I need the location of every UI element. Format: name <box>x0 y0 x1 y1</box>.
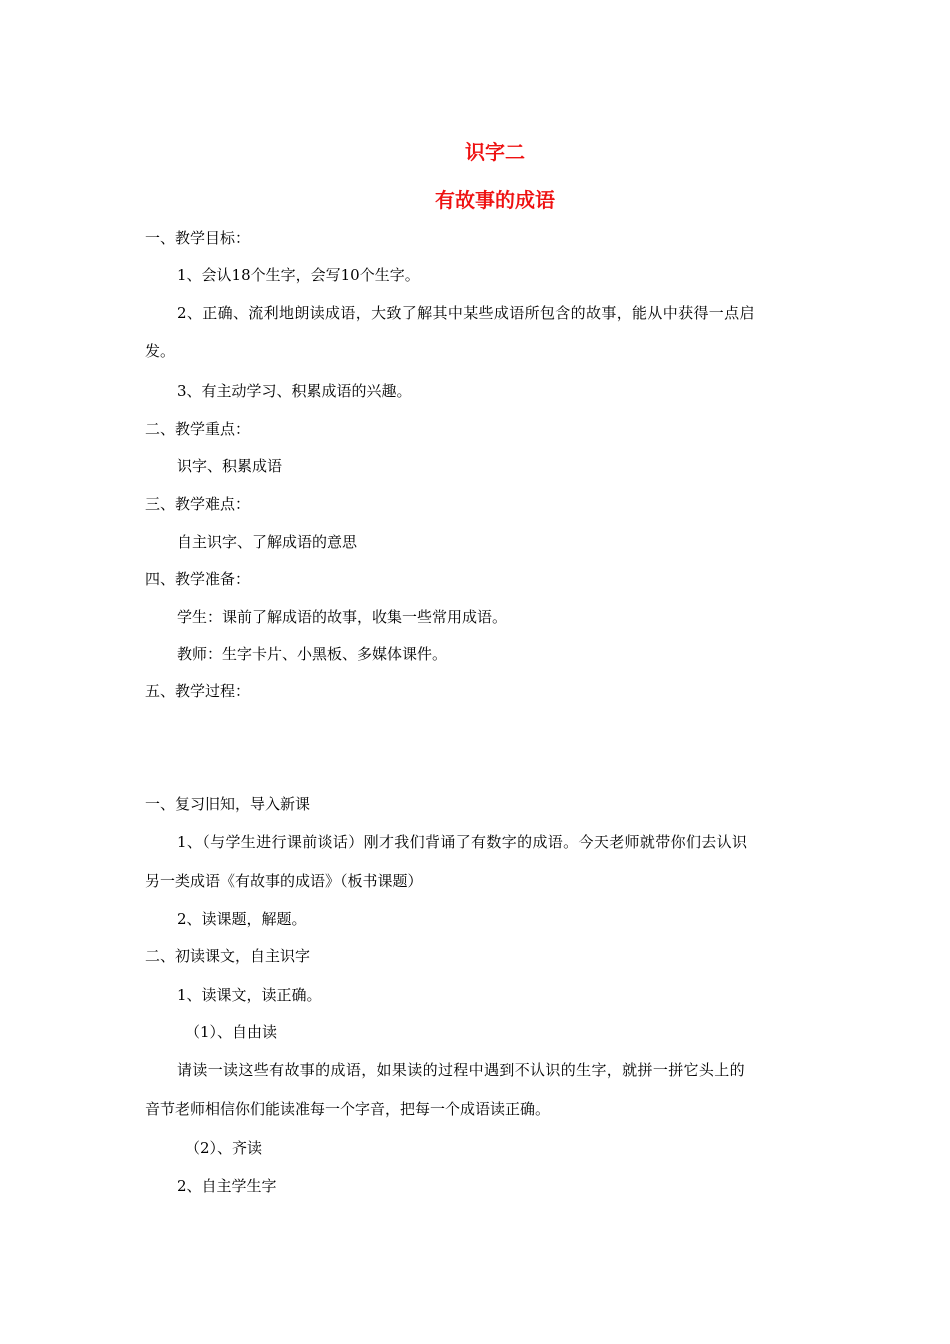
section-heading-process: 五、教学过程： <box>145 682 251 700</box>
first-reading-sub-1: （1）、自由读 <box>185 1023 278 1041</box>
review-item-1-continued: 另一类成语《有故事的成语》（板书课题） <box>145 872 423 890</box>
goal-item-3: 3、有主动学习、积累成语的兴趣。 <box>177 382 412 400</box>
first-reading-item-2: 2、自主学生字 <box>177 1177 277 1195</box>
first-reading-instruction-continued: 音节老师相信你们能读准每一个字音，把每一个成语读正确。 <box>145 1100 551 1118</box>
difficulties-text: 自主识字、了解成语的意思 <box>177 533 358 551</box>
first-reading-sub-2: （2）、齐读 <box>185 1139 263 1157</box>
key-points-text: 识字、积累成语 <box>177 457 283 475</box>
preparation-students: 学生：课前了解成语的故事，收集一些常用成语。 <box>177 608 508 626</box>
step-heading-first-reading: 二、初读课文，自主识字 <box>145 947 311 965</box>
section-heading-preparation: 四、教学准备： <box>145 570 251 588</box>
section-heading-difficulties: 三、教学难点： <box>145 495 251 513</box>
section-heading-key-points: 二、教学重点： <box>145 420 251 438</box>
goal-item-2-continued: 发。 <box>145 342 176 360</box>
section-heading-goals: 一、教学目标： <box>145 229 251 247</box>
preparation-teacher: 教师：生字卡片、小黑板、多媒体课件。 <box>177 645 448 663</box>
review-item-1: 1、（与学生进行课前谈话）刚才我们背诵了有数字的成语。今天老师就带你们去认识 <box>177 833 748 851</box>
first-reading-instruction: 请读一读这些有故事的成语，如果读的过程中遇到不认识的生字，就拼一拼它头上的 <box>177 1061 745 1079</box>
document-title: 识字二 <box>465 140 525 164</box>
first-reading-item-1: 1、读课文，读正确。 <box>177 986 322 1004</box>
document-subtitle: 有故事的成语 <box>435 188 555 212</box>
goal-item-2: 2、正确、流利地朗读成语，大致了解其中某些成语所包含的故事，能从中获得一点启 <box>177 304 755 322</box>
review-item-2: 2、读课题，解题。 <box>177 910 307 928</box>
step-heading-review: 一、复习旧知，导入新课 <box>145 795 311 813</box>
goal-item-1: 1、会认18个生字，会写10个生字。 <box>177 266 420 284</box>
